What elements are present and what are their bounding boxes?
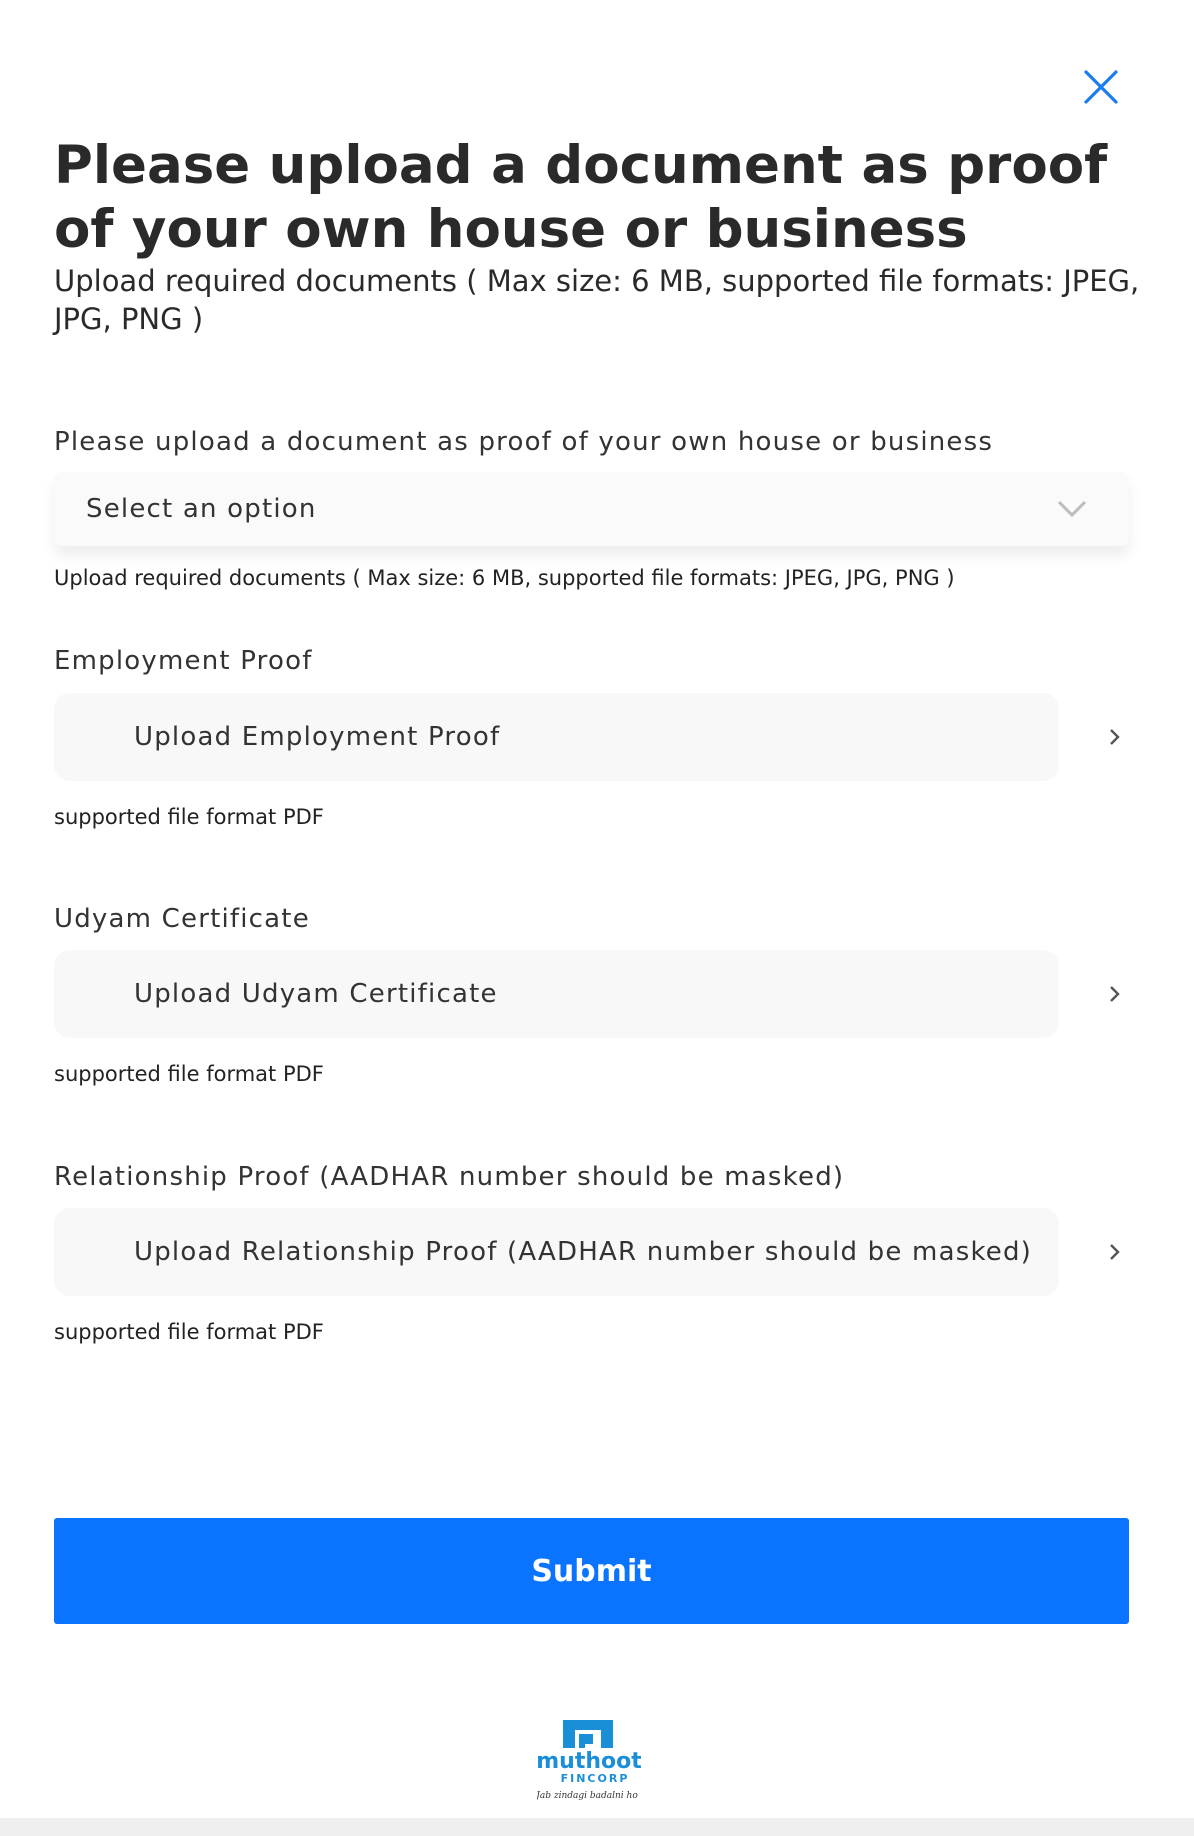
upload-relationship-proof-button[interactable]: Upload Relationship Proof (AADHAR number should be masked): [54, 1208, 1059, 1296]
page-title: Please upload a document as proof of your own house or business: [54, 135, 1108, 260]
muthoot-fincorp-logo: [537, 1718, 641, 1808]
udyam-certificate-label: Udyam Certificate: [54, 904, 310, 934]
employment-proof-label: Employment Proof: [54, 646, 313, 676]
bottom-bar: [0, 1818, 1194, 1836]
select-placeholder: Select an option: [86, 494, 317, 524]
svg-text:muthoot: muthoot: [537, 1749, 641, 1774]
upload-udyam-certificate-button[interactable]: Upload Udyam Certificate: [54, 950, 1059, 1038]
upload-employment-proof-button[interactable]: Upload Employment Proof: [54, 693, 1059, 781]
page-subtitle: Upload required documents ( Max size: 6 MB, supported file formats: JPEG, JPG, PNG ): [54, 264, 1140, 336]
chevron-right-icon[interactable]: [1106, 1242, 1122, 1262]
relationship-proof-label: Relationship Proof (AADHAR number should be masked): [54, 1162, 845, 1192]
close-icon[interactable]: [1082, 68, 1120, 106]
proof-type-select[interactable]: [54, 472, 1129, 546]
chevron-down-icon: [1057, 500, 1087, 518]
submit-button[interactable]: Submit: [54, 1518, 1129, 1624]
proof-select-label: Please upload a document as proof of your own house or business: [54, 427, 994, 457]
relationship-proof-hint: supported file format PDF: [54, 1320, 324, 1344]
svg-text:Jab zindagi badalni ho: Jab zindagi badalni ho: [537, 1791, 638, 1801]
svg-text:FINCORP: FINCORP: [560, 1772, 630, 1785]
udyam-certificate-hint: supported file format PDF: [54, 1062, 324, 1086]
employment-proof-hint: supported file format PDF: [54, 805, 324, 829]
proof-select-hint: Upload required documents ( Max size: 6 MB, supported file formats: JPEG, JPG, PNG ): [54, 566, 955, 590]
chevron-right-icon[interactable]: [1106, 727, 1122, 747]
chevron-right-icon[interactable]: [1106, 984, 1122, 1004]
